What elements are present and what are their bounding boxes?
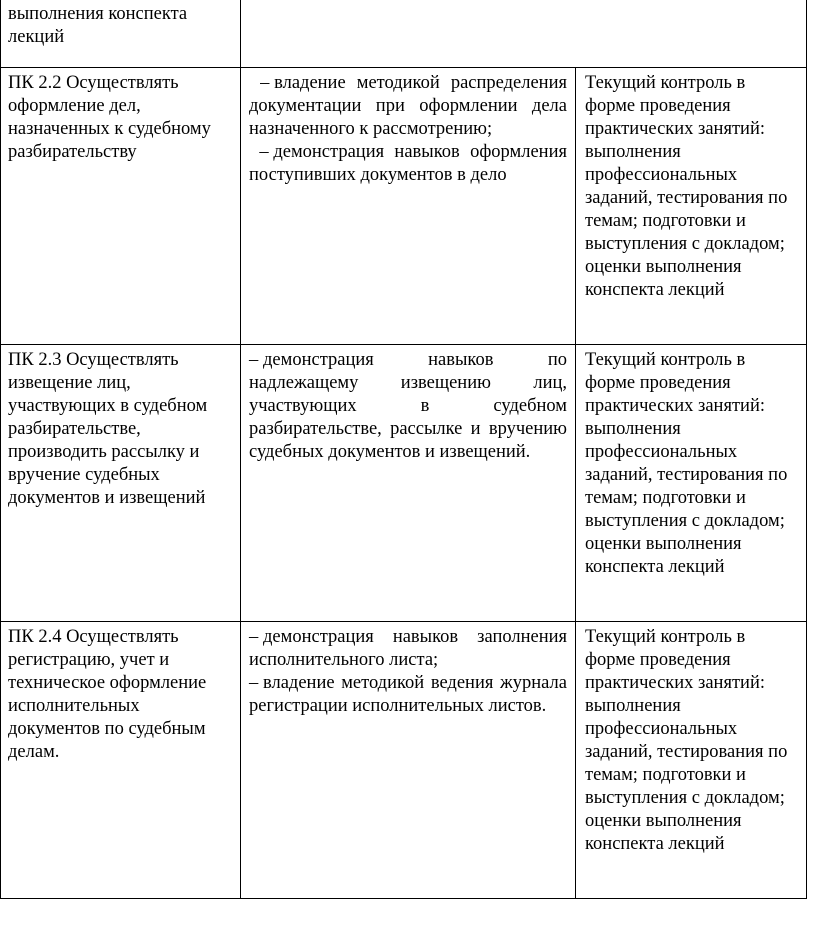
table-cell-indicators (249, 349, 567, 464)
table-cell-criterion (8, 3, 233, 49)
dash-bullet: – (249, 673, 259, 693)
table-cell-competency (8, 349, 233, 510)
dash-bullet: – (259, 142, 269, 162)
table-cell-assessment (585, 72, 797, 302)
indicator-item (249, 72, 567, 141)
indicator-text: владение методикой ведения журнала регистрации исполнительных листов. (249, 673, 567, 716)
table-row-divider (0, 621, 807, 622)
indicator-text: владение методикой распределения документации при оформлении дела назначенного к рассмотрению; (249, 73, 567, 139)
table-cell-competency (8, 626, 233, 764)
dash-bullet: – (260, 73, 270, 93)
table-cell-indicators (249, 72, 567, 187)
table-row-divider (0, 898, 807, 899)
table-cell-assessment (585, 626, 797, 856)
indicator-item (249, 672, 567, 718)
assessment-text: Текущий контроль в форме проведения практических занятий: выполнения профессиональных заданий, тестирования по темам; подготовки и выступления с докладом; оценки выполнения конспекта лекций (585, 73, 788, 300)
table-column-divider (0, 0, 1, 899)
table-cell-indicators (249, 626, 567, 718)
table-column-divider (806, 0, 807, 899)
table-column-divider (240, 0, 241, 899)
indicator-item (249, 349, 567, 464)
table-cell-competency (8, 72, 233, 164)
assessment-text: Текущий контроль в форме проведения практических занятий: выполнения профессиональных заданий, тестирования по темам; подготовки и выступления с докладом; оценки выполнения конспекта лекций (585, 627, 788, 854)
indicator-item (249, 626, 567, 672)
indicator-item (249, 141, 567, 187)
criterion-text: выполнения конспекта лекций (8, 4, 188, 47)
competency-text: ПК 2.2 Осуществлять оформление дел, назначенных к судебному разбирательству (8, 73, 211, 162)
assessment-text: Текущий контроль в форме проведения практических занятий: выполнения профессиональных заданий, тестирования по темам; подготовки и выступления с докладом; оценки выполнения конспекта лекций (585, 350, 788, 577)
table-row-divider (0, 344, 807, 345)
table-cell-assessment (585, 349, 797, 579)
table-column-divider (575, 67, 576, 899)
indicator-text: демонстрация навыков заполнения исполнительного листа; (249, 627, 567, 670)
competency-text: ПК 2.4 Осуществлять регистрацию, учет и техническое оформление исполнительных документов по судебным делам. (8, 627, 207, 762)
indicator-text: демонстрация навыков оформления поступивших документов в дело (249, 142, 567, 185)
dash-bullet: – (249, 627, 259, 647)
indicator-text: демонстрация навыков по надлежащему извещению лиц, участвующих в судебном разбирательстве, рассылке и вручению судебных документов и извещений. (249, 350, 567, 462)
table-row-divider (0, 67, 807, 68)
competency-text: ПК 2.3 Осуществлять извещение лиц, участвующих в судебном разбирательстве, производить рассылку и вручение судебных документов и извещений (8, 350, 208, 508)
dash-bullet: – (249, 350, 259, 370)
